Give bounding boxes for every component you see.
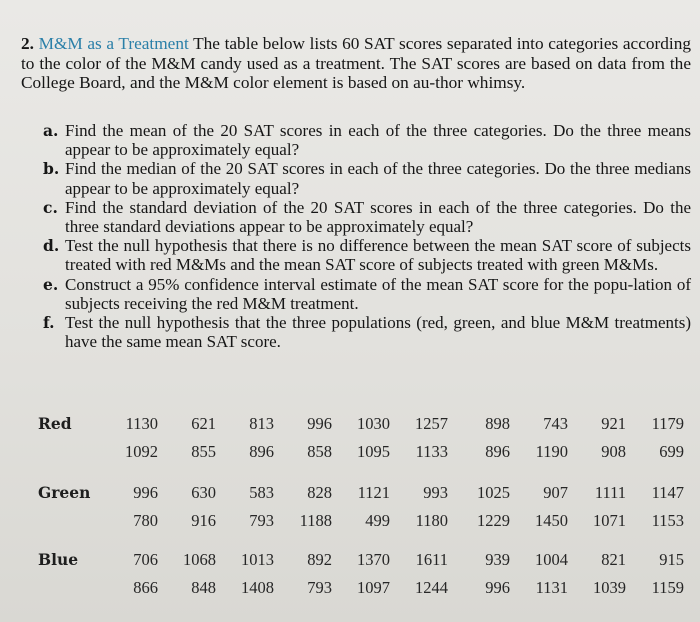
score-cell: 1244 bbox=[415, 578, 448, 597]
score-cell: 916 bbox=[191, 511, 216, 530]
score-cell: 1159 bbox=[651, 578, 684, 597]
score-cell: 993 bbox=[423, 483, 448, 502]
part-d bbox=[43, 236, 691, 274]
score-row bbox=[118, 578, 688, 600]
score-row bbox=[118, 511, 688, 533]
score-cell: 1188 bbox=[299, 511, 332, 530]
part-text: Find the mean of the 20 SAT scores in each of the three categories. Do the three means appear to be approximately equal? bbox=[65, 121, 691, 160]
score-cell: 1179 bbox=[651, 414, 684, 433]
score-row bbox=[118, 550, 688, 572]
part-label: b. bbox=[43, 159, 60, 179]
problem-number: 2. bbox=[21, 34, 34, 54]
problem-statement bbox=[21, 34, 691, 93]
score-cell: 1121 bbox=[357, 483, 390, 502]
part-text: Test the null hypothesis that the three populations (red, green, and blue M&M treatments) have the same mean SAT score. bbox=[65, 313, 691, 352]
score-cell: 1257 bbox=[415, 414, 448, 433]
part-b bbox=[43, 159, 691, 197]
score-cell: 1153 bbox=[651, 511, 684, 530]
part-label: a. bbox=[43, 121, 59, 140]
score-cell: 1147 bbox=[651, 483, 684, 502]
problem-title: M&M as a Treatment bbox=[38, 34, 189, 54]
score-cell: 1130 bbox=[125, 414, 158, 433]
score-cell: 813 bbox=[249, 414, 274, 433]
score-row bbox=[118, 414, 688, 436]
score-cell: 1030 bbox=[357, 414, 390, 433]
score-cell: 821 bbox=[601, 550, 626, 569]
score-cell: 896 bbox=[485, 442, 510, 461]
score-cell: 1370 bbox=[357, 550, 390, 569]
score-cell: 793 bbox=[249, 511, 274, 530]
part-label: d. bbox=[43, 236, 60, 256]
score-cell: 1095 bbox=[357, 442, 390, 461]
score-cell: 1450 bbox=[535, 511, 568, 530]
score-cell: 898 bbox=[485, 414, 510, 433]
problem-parts bbox=[43, 121, 691, 351]
score-cell: 996 bbox=[133, 483, 158, 502]
group-label: Red bbox=[38, 414, 72, 433]
score-cell: 996 bbox=[307, 414, 332, 433]
score-cell: 1097 bbox=[357, 578, 390, 597]
part-label: f. bbox=[43, 313, 55, 333]
score-cell: 793 bbox=[307, 578, 332, 597]
score-cell: 1133 bbox=[415, 442, 448, 461]
part-e bbox=[43, 275, 691, 313]
score-cell: 1004 bbox=[535, 550, 568, 569]
score-cell: 499 bbox=[365, 511, 390, 530]
score-cell: 706 bbox=[133, 550, 158, 569]
score-cell: 855 bbox=[191, 442, 216, 461]
problem-intro: The table below lists 60 SAT scores separated into categories according to the color of the M&M candy used as a treatment. The SAT scores are based on data from the College Board, and the M&M color element is based on au-thor whimsy. bbox=[21, 34, 691, 93]
score-cell: 1190 bbox=[535, 442, 568, 461]
part-a bbox=[43, 121, 691, 159]
score-cell: 858 bbox=[307, 442, 332, 461]
score-row bbox=[118, 442, 688, 464]
score-cell: 1180 bbox=[415, 511, 448, 530]
part-label: e. bbox=[43, 274, 59, 294]
part-text: Find the standard deviation of the 20 SAT scores in each of the three categories. Do the three standard deviations appear to be approximately equal? bbox=[65, 197, 691, 237]
score-cell: 921 bbox=[601, 414, 626, 433]
group-label: Blue bbox=[38, 550, 79, 569]
score-cell: 630 bbox=[191, 483, 216, 502]
score-cell: 1408 bbox=[241, 578, 274, 597]
score-cell: 583 bbox=[249, 483, 274, 502]
part-c bbox=[43, 198, 691, 236]
part-text: Find the median of the 20 SAT scores in each of the three categories. Do the three medians appear to be approximately equal? bbox=[65, 159, 691, 198]
score-cell: 780 bbox=[133, 511, 158, 530]
score-cell: 699 bbox=[659, 442, 684, 461]
score-cell: 1013 bbox=[241, 550, 274, 569]
score-cell: 866 bbox=[133, 578, 158, 597]
score-cell: 896 bbox=[249, 442, 274, 461]
score-cell: 907 bbox=[543, 483, 568, 502]
part-text: Construct a 95% confidence interval estimate of the mean SAT score for the popu-lation of subjects receiving the red M&M treatment. bbox=[65, 274, 691, 313]
score-cell: 1068 bbox=[183, 550, 216, 569]
score-cell: 848 bbox=[191, 578, 216, 597]
group-label: Green bbox=[38, 483, 91, 502]
score-cell: 828 bbox=[307, 483, 332, 502]
score-cell: 1229 bbox=[477, 511, 510, 530]
score-cell: 1039 bbox=[593, 578, 626, 597]
score-cell: 1071 bbox=[593, 511, 626, 530]
score-cell: 996 bbox=[485, 578, 510, 597]
score-cell: 743 bbox=[543, 414, 568, 433]
part-text: Test the null hypothesis that there is no difference between the mean SAT score of subjects treated with red M&Ms and the mean SAT score of subjects treated with green M&Ms. bbox=[65, 236, 691, 275]
score-row bbox=[118, 483, 688, 505]
score-cell: 1092 bbox=[125, 442, 158, 461]
score-cell: 939 bbox=[485, 550, 510, 569]
score-cell: 908 bbox=[601, 442, 626, 461]
part-f bbox=[43, 313, 691, 351]
score-cell: 1611 bbox=[415, 550, 448, 569]
score-cell: 915 bbox=[659, 550, 684, 569]
score-cell: 892 bbox=[307, 550, 332, 569]
score-cell: 1111 bbox=[594, 483, 626, 502]
part-label: c. bbox=[43, 197, 58, 217]
score-cell: 1025 bbox=[477, 483, 510, 502]
score-cell: 1131 bbox=[535, 578, 568, 597]
score-cell: 621 bbox=[191, 414, 216, 433]
